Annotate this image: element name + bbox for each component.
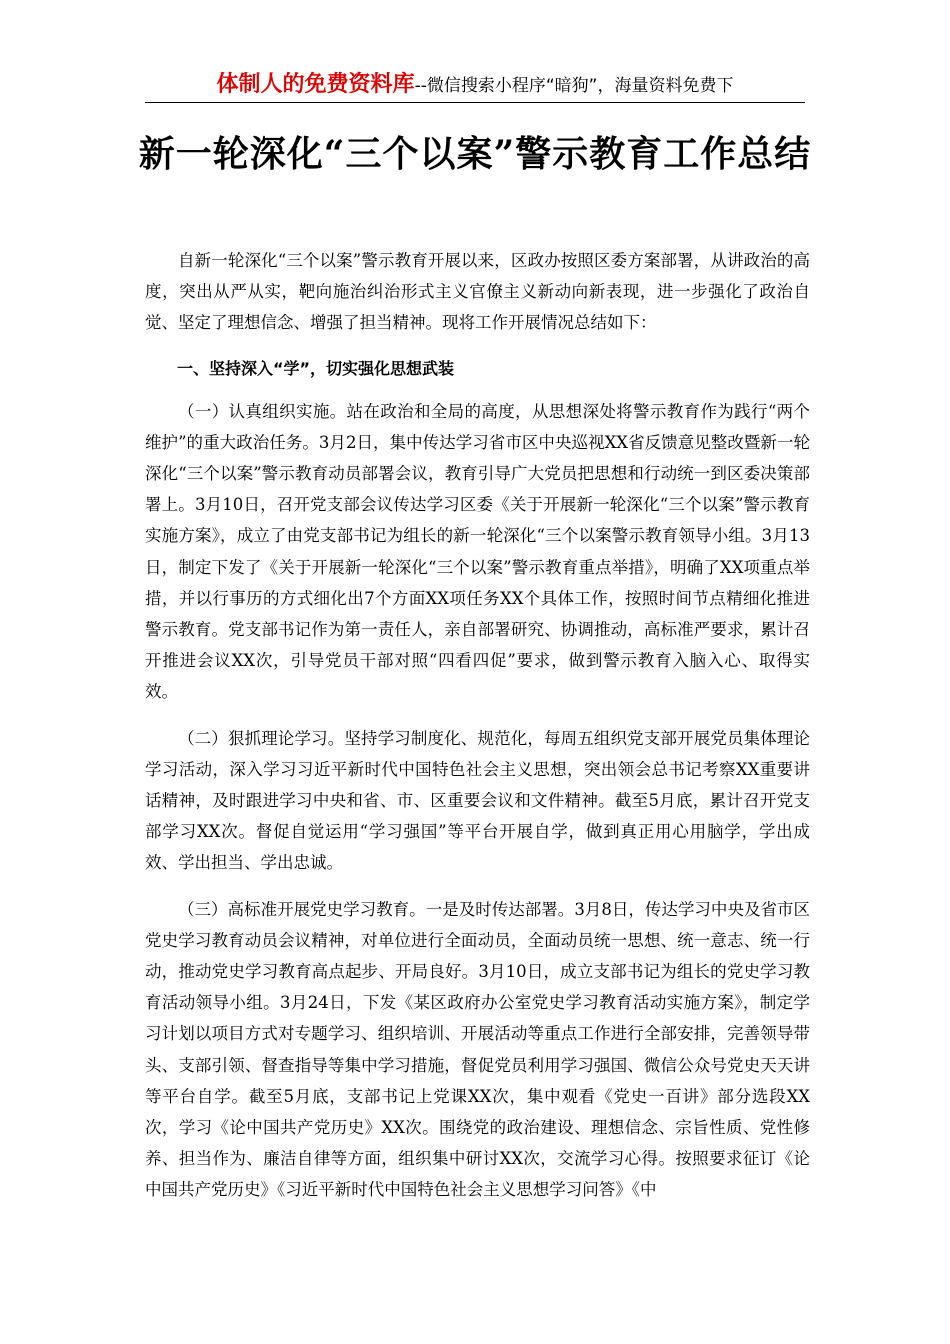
- paragraph-3: （三）高标准开展党史学习教育。一是及时传达部署。3月8日，传达学习中央及省市区党史学习教育动员会议精神，对单位进行全面动员，全面动员统一思想、统一意志、统一行动，推动党史学习教育高点起步、开局良好。3月10日，成立支部书记为组长的党史学习教育活动领导小组。3月24日，下发《某区政府办公室党史学习教育活动实施方案》，制定学习计划以项目方式对专题学习、组织培训、开展活动等重点工作进行全部安排，完善领导带头、支部引领、督查指导等集中学习措施，督促党员利用学习强国、微信公众号党史天天讲等平台自学。截至5月底，支部书记上党课XX次，集中观看《党史一百讲》部分选段XX次，学习《论中国共产党历史》XX次。围绕党的政治建设、理想信念、宗旨性质、党性修养、担当作为、廉洁自律等方面，组织集中研讨XX次，交流学习心得。按照要求征订《论中国共产党历史》《习近平新时代中国特色社会主义思想学习问答》《中: [145, 899, 810, 1200]
- header-note: --微信搜索小程序“暗狗”，海量资料免费下: [414, 76, 734, 96]
- paragraph-1: （一）认真组织实施。站在政治和全局的高度，从思想深处将警示教育作为践行“两个维护”的重大政治任务。3月2日，集中传达学习省市区中央巡视XX省反馈意见整改暨新一轮深化“三个以案”警示教育动员部署会议，教育引导广大党员把思想和行动统一到区委决策部署上。3月10日，召开党支部会议传达学习区委《关于开展新一轮深化“三个以案”警示教育实施方案》，成立了由党支部书记为组长的新一轮深化“三个以案警示教育领导小组。3月13日，制定下发了《关于开展新一轮深化“三个以案”警示教育重点举措》，明确了XX项重点举措，并以行事历的方式细化出7个方面XX项任务XX个具体工作，按照时间节点精细化推进警示教育。党支部书记作为第一责任人，亲自部署研究、协调推动，高标准严要求，累计召开推进会议XX次，引导党员干部对照“四看四促”要求，做到警示教育入脑入心、取得实效。: [145, 401, 810, 702]
- document-title: 新一轮深化“三个以案”警示教育工作总结: [138, 133, 812, 175]
- paragraph-2: （二）狠抓理论学习。坚持学习制度化、规范化，每周五组织党支部开展党员集体理论学习活动，深入学习习近平新时代中国特色社会主义思想，突出领会总书记考察XX重要讲话精神，及时跟进学习中央和省、市、区重要会议和文件精神。截至5月底，累计召开党支部学习XX次。督促自觉运用“学习强国”等平台开展自学，做到真正用心用脑学，学出成效、学出担当、学出忠诚。: [145, 728, 810, 873]
- header-brand: 体制人的免费资料库: [216, 72, 415, 97]
- page-header: [145, 70, 805, 103]
- document-body: [145, 245, 810, 1221]
- intro-paragraph: 自新一轮深化“三个以案”警示教育开展以来，区政办按照区委方案部署，从讲政治的高度，突出从严从实，靶向施治纠治形式主义官僚主义新动向新表现，进一步强化了政治自觉、坚定了理想信念、增强了担当精神。现将工作开展情况总结如下：: [145, 251, 810, 333]
- section-heading: 一、坚持深入“学”，切实强化思想武装: [177, 358, 455, 378]
